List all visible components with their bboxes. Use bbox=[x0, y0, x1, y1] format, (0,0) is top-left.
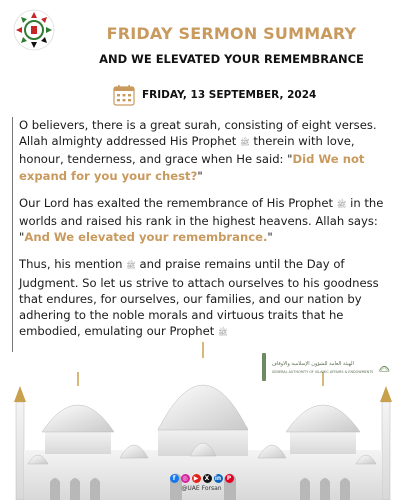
linkedin-icon[interactable]: in bbox=[214, 475, 222, 482]
instagram-icon[interactable]: ◎ bbox=[182, 475, 188, 482]
institution-name-ar: الهيئة العامة للشؤون الإسلامية والأوقاف bbox=[271, 360, 354, 367]
page-title: FRIDAY SERMON SUMMARY bbox=[106, 24, 357, 43]
quote-2: And We elevated your remembrance. bbox=[24, 230, 268, 245]
pinterest-icon[interactable]: P bbox=[225, 474, 234, 483]
pbuh-glyph: ﷺ bbox=[336, 199, 347, 209]
paragraph-3: Thus, his mention ﷺ and praise remains until the Day of Judgment. So let us strive to attach ourselves to his goodness that endures, for ourselves, our families, and our nation by adhering to the noble morals and virtuous traits that he embodied, emulating our Prophet ﷺ bbox=[19, 257, 379, 339]
date-row bbox=[112, 82, 316, 108]
x-icon[interactable]: X bbox=[203, 474, 212, 483]
calendar-icon bbox=[112, 83, 136, 107]
facebook-icon[interactable]: f bbox=[170, 474, 179, 483]
authority-mark-icon bbox=[377, 355, 392, 379]
paragraph-1: O believers, there is a great surah, consisting of eight verses. Allah almighty addressed His Prophet ﷺ therein with love, honour, tenderness, and grace when He said: "Did We not expand for you your chest?" bbox=[19, 118, 377, 183]
institution-name-en: GENERAL AUTHORITY OF ISLAMIC AFFAIRS & ENDOWMENTS bbox=[271, 369, 374, 374]
social-handle: @UAE Forsan bbox=[181, 485, 222, 492]
institution-logo bbox=[262, 350, 392, 384]
uae-forsan-logo bbox=[12, 8, 56, 52]
pbuh-glyph: ﷺ bbox=[240, 138, 250, 148]
institution-emblem bbox=[262, 353, 266, 381]
pbuh-glyph: ﷺ bbox=[126, 261, 136, 271]
pbuh-glyph: ﷺ bbox=[217, 328, 228, 338]
social-icons bbox=[0, 474, 403, 483]
youtube-icon[interactable]: ▶ bbox=[192, 474, 201, 483]
sermon-date: FRIDAY, 13 SEPTEMBER, 2024 bbox=[142, 89, 317, 101]
quote-1: Did We not expand for you your chest? bbox=[19, 152, 365, 183]
paragraph-2: Our Lord has exalted the remembrance of His Prophet ﷺ in the worlds and raised his rank in the highest heavens. Allah says: "And We elevated your remembrance." bbox=[19, 195, 384, 245]
page-subtitle: AND WE ELEVATED YOUR REMEMBRANCE bbox=[99, 52, 364, 66]
sermon-body bbox=[12, 117, 401, 352]
